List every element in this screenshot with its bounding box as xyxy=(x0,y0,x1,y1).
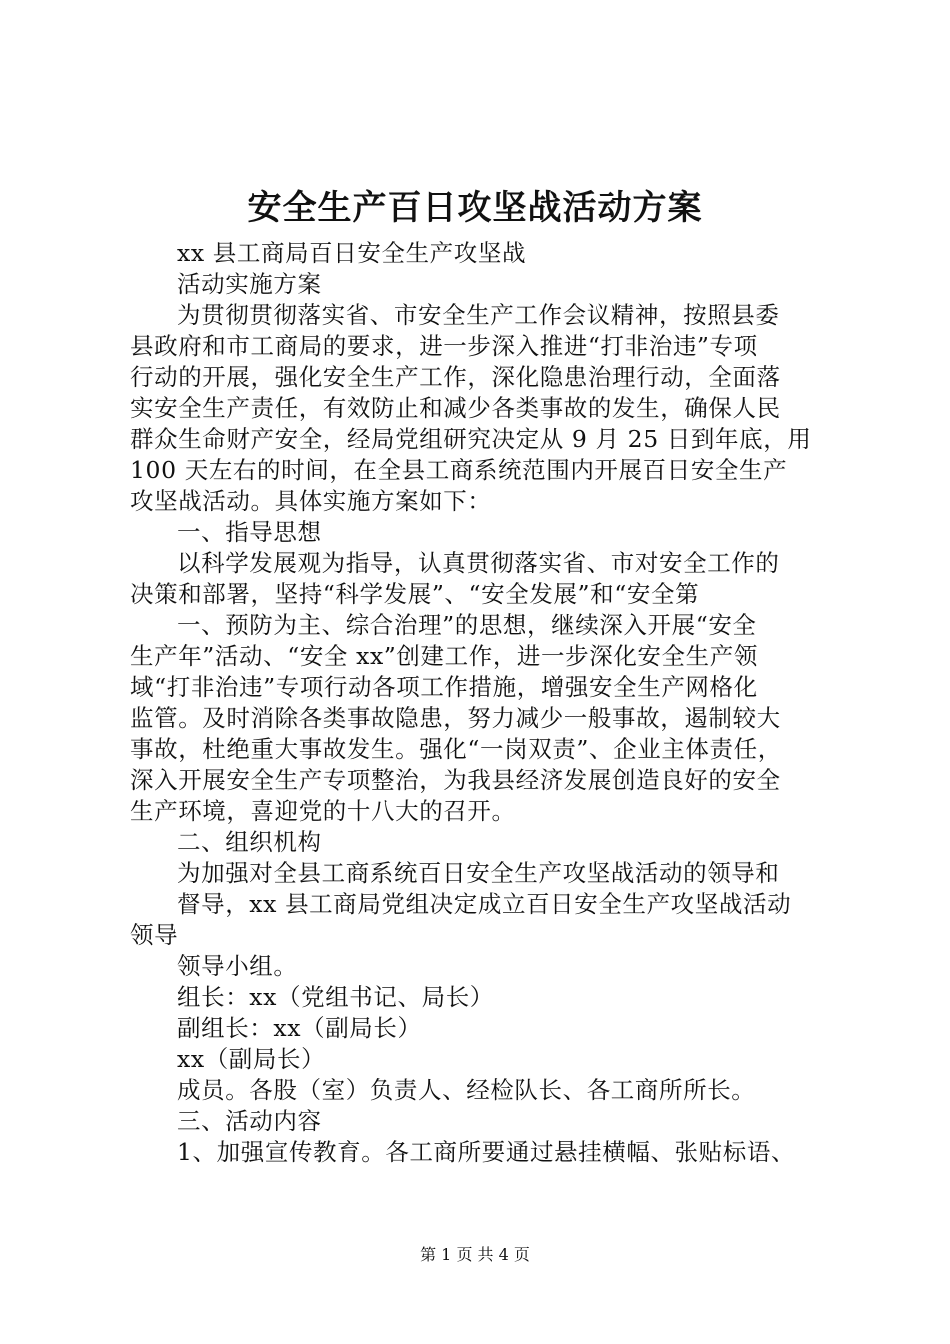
body-line: 深入开展安全生产专项整治，为我县经济发展创造良好的安全 xyxy=(130,766,781,794)
body-line: 群众生命财产安全，经局党组研究决定从 9 月 25 日到年底，用 xyxy=(130,425,812,453)
body-line: 为加强对全县工商系统百日安全生产攻坚战活动的领导和 xyxy=(177,859,780,887)
body-line: xx（副局长） xyxy=(177,1045,326,1073)
body-line: 一、指导思想 xyxy=(177,518,322,546)
body-line: 一、预防为主、综合治理”的思想，继续深入开展“安全 xyxy=(177,611,757,639)
body-line: 监管。及时消除各类事故隐患，努力减少一般事故，遏制较大 xyxy=(130,704,781,732)
body-line: xx 县工商局百日安全生产攻坚战 xyxy=(177,239,527,267)
body-line: 三、活动内容 xyxy=(177,1107,322,1135)
body-line: 成员。各股（室）负责人、经检队长、各工商所所长。 xyxy=(177,1076,756,1104)
body-line: 域“打非治违”专项行动各项工作措施，增强安全生产网格化 xyxy=(130,673,758,701)
body-line: 督导，xx 县工商局党组决定成立百日安全生产攻坚战活动 xyxy=(177,890,792,918)
body-line: 生产环境，喜迎党的十八大的召开。 xyxy=(130,797,516,825)
body-line: 为贯彻贯彻落实省、市安全生产工作会议精神，按照县委 xyxy=(177,301,780,329)
body-line: 以科学发展观为指导，认真贯彻落实省、市对安全工作的 xyxy=(177,549,780,577)
body-line: 组长：xx（党组书记、局长） xyxy=(177,983,494,1011)
body-line: 领导 xyxy=(130,921,179,949)
body-line: 100 天左右的时间，在全县工商系统范围内开展百日安全生产 xyxy=(130,456,788,484)
body-line: 县政府和市工商局的要求，进一步深入推进“打非治违”专项 xyxy=(130,332,758,360)
body-line: 副组长：xx（副局长） xyxy=(177,1014,422,1042)
body-line: 攻坚战活动。具体实施方案如下： xyxy=(130,487,492,515)
body-line: 活动实施方案 xyxy=(177,270,322,298)
body-line: 行动的开展，强化安全生产工作，深化隐患治理行动，全面落 xyxy=(130,363,781,391)
body-line: 决策和部署，坚持“科学发展”、“安全发展”和“安全第 xyxy=(130,580,700,608)
body-line: 实安全生产责任，有效防止和减少各类事故的发生，确保人民 xyxy=(130,394,781,422)
body-line: 事故，杜绝重大事故发生。强化“一岗双责”、企业主体责任， xyxy=(130,735,782,763)
document-title: 安全生产百日攻坚战活动方案 xyxy=(247,188,703,228)
page-footer: 第 1 页 共 4 页 xyxy=(420,1245,530,1264)
body-line: 1、加强宣传教育。各工商所要通过悬挂横幅、张贴标语、 xyxy=(177,1138,796,1166)
body-line: 领导小组。 xyxy=(177,952,298,980)
body-line: 二、组织机构 xyxy=(177,828,322,856)
document-body xyxy=(130,238,834,1168)
body-line: 生产年”活动、“安全 xx”创建工作，进一步深化安全生产领 xyxy=(130,642,758,670)
